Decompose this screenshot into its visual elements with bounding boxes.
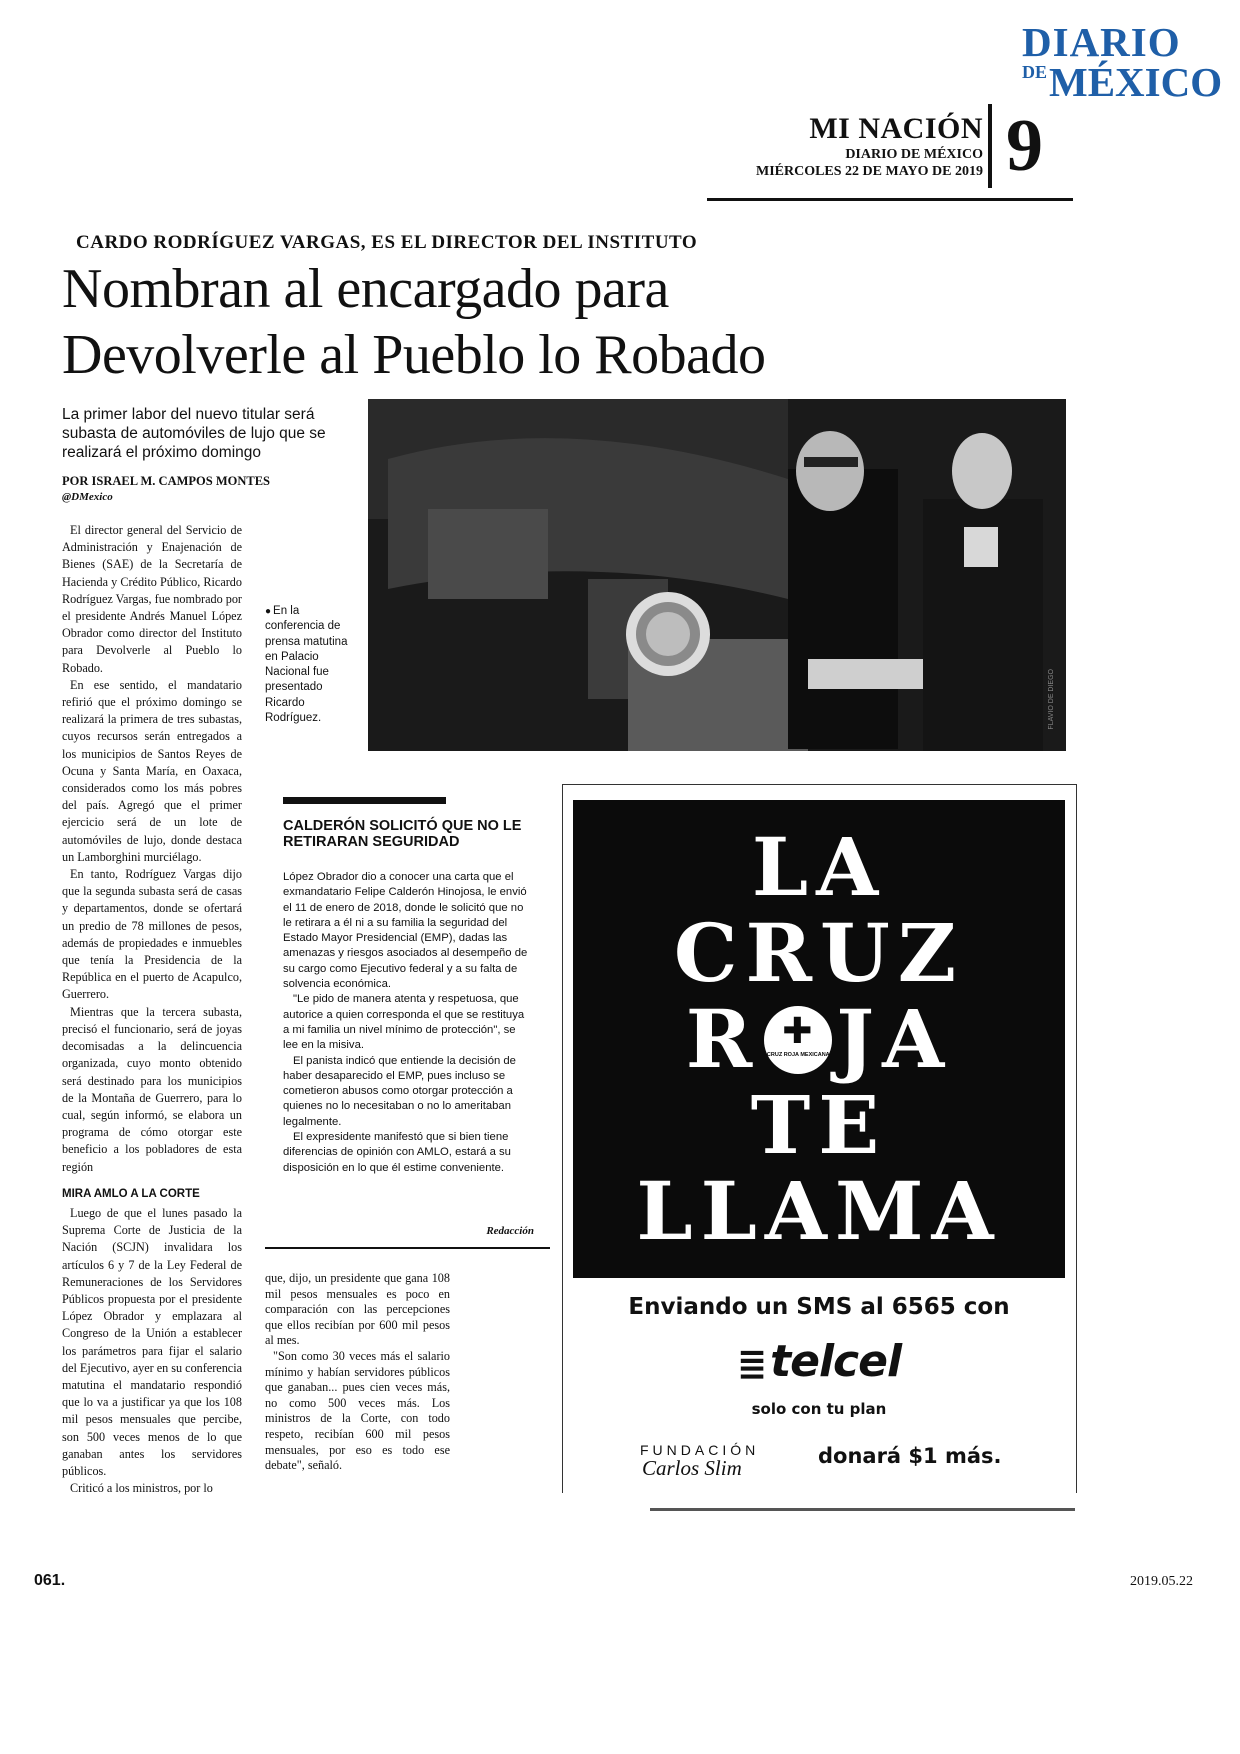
ad-plan-text: solo con tu plan [751, 1400, 887, 1418]
donation-text: donará $1 más. [818, 1444, 1002, 1468]
masthead-de: DE [1022, 62, 1048, 82]
telcel-lines-icon: ≣ [736, 1344, 767, 1385]
clipping-number: 061. [34, 1572, 66, 1589]
article-paragraph: El director general del Servicio de Administración y Enajenación de Bienes (SAE) de la Secretaría de Hacienda y Crédito Público, Ricardo Rodríguez Vargas, fue nombrado por el presidente Andrés Manuel López Obrador como director del Instituto para Devolverle al Pueblo lo Robado. [62, 523, 242, 675]
ad-banner [573, 800, 1065, 1278]
article-subhead: MIRA AMLO A LA CORTE [62, 1187, 200, 1200]
article-continuation [265, 1271, 450, 1474]
article-headline [62, 256, 962, 388]
sidebar-paragraph: "Le pido de manera atenta y respetuosa, que autorice a quien corresponda el que se restituya a mi familia un nivel mínimo de protección", se lee en la misiva. [283, 993, 525, 1052]
photo-caption [265, 604, 350, 726]
cross-icon: ✚ [782, 1011, 821, 1053]
article-paragraph: Luego de que el lunes pasado la Suprema Corte de Justicia de la Nación (SCJN) invalidara los artículos 6 y 7 de la Ley Federal de Remuneraciones de los Servidores Públicos propuesta por el presidente López Obrador y emplazara al Congreso de la Unión a establecer los parámetros para fijar el salario del Ejecutivo, ayer en su conferencia matutina el mandatario respondió que lo va a justificar ya que los 108 mil pesos mensuales que percibe, son 500 veces menos de lo que ganaban antes los servidores públicos. [62, 1205, 243, 1478]
article-paragraph: En ese sentido, el mandatario refirió que el próximo domingo se realizará la primera de tres subastas, cuyos recursos serán entregados a los municipios de Santos Reyes de Ocuna y Santa María, en Oaxaca, considerados como los más pobres del país. Agregó que el primer ejercicio será de un lote de automóviles de lujo, donde destaca un Lamborghini murciélago. [62, 677, 242, 864]
article-paragraph: que, dijo, un presidente que gana 108 mil pesos mensuales es poco en comparación con las percepciones que ellos recibían por 600 mil pesos al mes. [265, 1271, 450, 1348]
ad-line-la: LA [751, 820, 887, 914]
article-deck: La primer labor del nuevo titular será subasta de automóviles de lujo que se realizará el próximo domingo [62, 406, 326, 461]
caption-bullet-icon: ● [265, 606, 272, 617]
sidebar-top-rule [283, 797, 446, 804]
article-byline: POR ISRAEL M. CAMPOS MONTES [62, 474, 271, 488]
ad-line-te: TE [750, 1078, 888, 1172]
caption-text: En la conferencia de prensa matutina en Palacio Nacional fue presentado Ricardo Rodríguez. [265, 605, 348, 725]
photo-illustration [368, 399, 1066, 751]
press-conference-photo [368, 399, 1066, 751]
sidebar-signature: Redacción [486, 1225, 534, 1237]
section-paper: DIARIO DE MÉXICO [845, 147, 983, 162]
section-title: MI NACIÓN [809, 112, 983, 145]
ad-line-roja [573, 992, 1065, 1086]
red-cross-badge-text: CRUZ ROJA MEXICANA [766, 1052, 830, 1059]
masthead-line2: MÉXICO [1049, 59, 1223, 105]
section-header [700, 112, 983, 180]
photo-credit: FLAVIO DE DIEGO [1048, 669, 1055, 730]
sidebar-paragraph: El expresidente manifestó que si bien tiene diferencias de opinión con AMLO, estará a su disposición en lo que él estime conveniente. [283, 1131, 511, 1174]
headline-line1: Nombran al encargado para [62, 258, 669, 320]
article-paragraph: "Son como 30 veces más el salario mínimo y habían servidores públicos que ganaban... pues cien veces más, no como 500 veces más. Los ministros de la Corte, con todo respeto, recibían 600 mil pesos mensuales, por eso es todo ese debate", señaló. [265, 1348, 450, 1473]
sidebar-body [283, 870, 528, 1176]
article-outlet: @DMexico [62, 491, 113, 503]
sidebar-bottom-rule [265, 1247, 550, 1249]
sidebar-title: CALDERÓN SOLICITÓ QUE NO LE RETIRARAN SEGURIDAD [283, 818, 522, 850]
ad-line-roja-b: JA [836, 992, 953, 1086]
masthead-line1: DIARIO [1022, 19, 1181, 65]
article-paragraph: En tanto, Rodríguez Vargas dijo que la segunda subasta será de casas y departamentos, donde se ofertará un predio de 78 millones de pesos, además de propiedades e inmuebles que tenía la Presidencia de la República en el puerto de Acapulco, Guerrero. [62, 867, 242, 1002]
section-date: MIÉRCOLES 22 DE MAYO DE 2019 [755, 164, 983, 179]
foundation-label: FUNDACIÓN [640, 1442, 760, 1458]
ad-line-roja-a: R [685, 992, 761, 1086]
clipping-date: 2019.05.22 [1130, 1574, 1193, 1589]
red-cross-logo [764, 1006, 832, 1074]
article-kicker: CARDO RODRÍGUEZ VARGAS, ES EL DIRECTOR DEL INSTITUTO [76, 232, 698, 253]
article-column-1 [62, 522, 242, 1497]
ad-line-llama: LLAMA [636, 1164, 1002, 1258]
telcel-brand: telcel [770, 1336, 902, 1387]
ad-line-cruz: CRUZ [673, 906, 965, 1000]
ad-sms-text: Enviando un SMS al 6565 con [628, 1294, 1010, 1320]
article-paragraph: Criticó a los ministros, por lo [70, 1481, 213, 1496]
ad-bottom-rule [650, 1508, 1075, 1511]
foundation-signature: Carlos Slim [642, 1456, 742, 1480]
article-paragraph: Mientras que la tercera subasta, precisó el funcionario, será de joyas decomisadas a la delincuencia organizada, cuyo monto obtenido será destinado para los municipios de la Montaña de Guerrero, para lo cual, según informó, se elabora un programa de cómo otorgar este beneficio a los pobladores de esta región [62, 1004, 242, 1174]
headline-line2: Devolverle al Pueblo lo Robado [62, 324, 766, 386]
page-number: 9 [988, 104, 1043, 188]
telcel-logo [573, 1336, 1065, 1387]
masthead-logo [1022, 19, 1223, 105]
header-rule [707, 198, 1073, 201]
sidebar-paragraph: López Obrador dio a conocer una carta que el exmandatario Felipe Calderón Hinojosa, le envió el 11 de enero de 2018, donde le solicitó que no le retirara a él ni a su familia la seguridad del Estado Mayor Presidencial (EMP), dadas las amenazas y riesgos asociados al desempeño de su cargo como Ejecutivo federal y a su falta de solvencia económica. [283, 871, 528, 991]
sidebar-paragraph: El panista indicó que entiende la decisión de haber desaparecido el EMP, pues incluso se cometieron abusos como otorgar protección a quienes no lo necesitaban o no lo ameritaban legalmente. [283, 1054, 516, 1128]
